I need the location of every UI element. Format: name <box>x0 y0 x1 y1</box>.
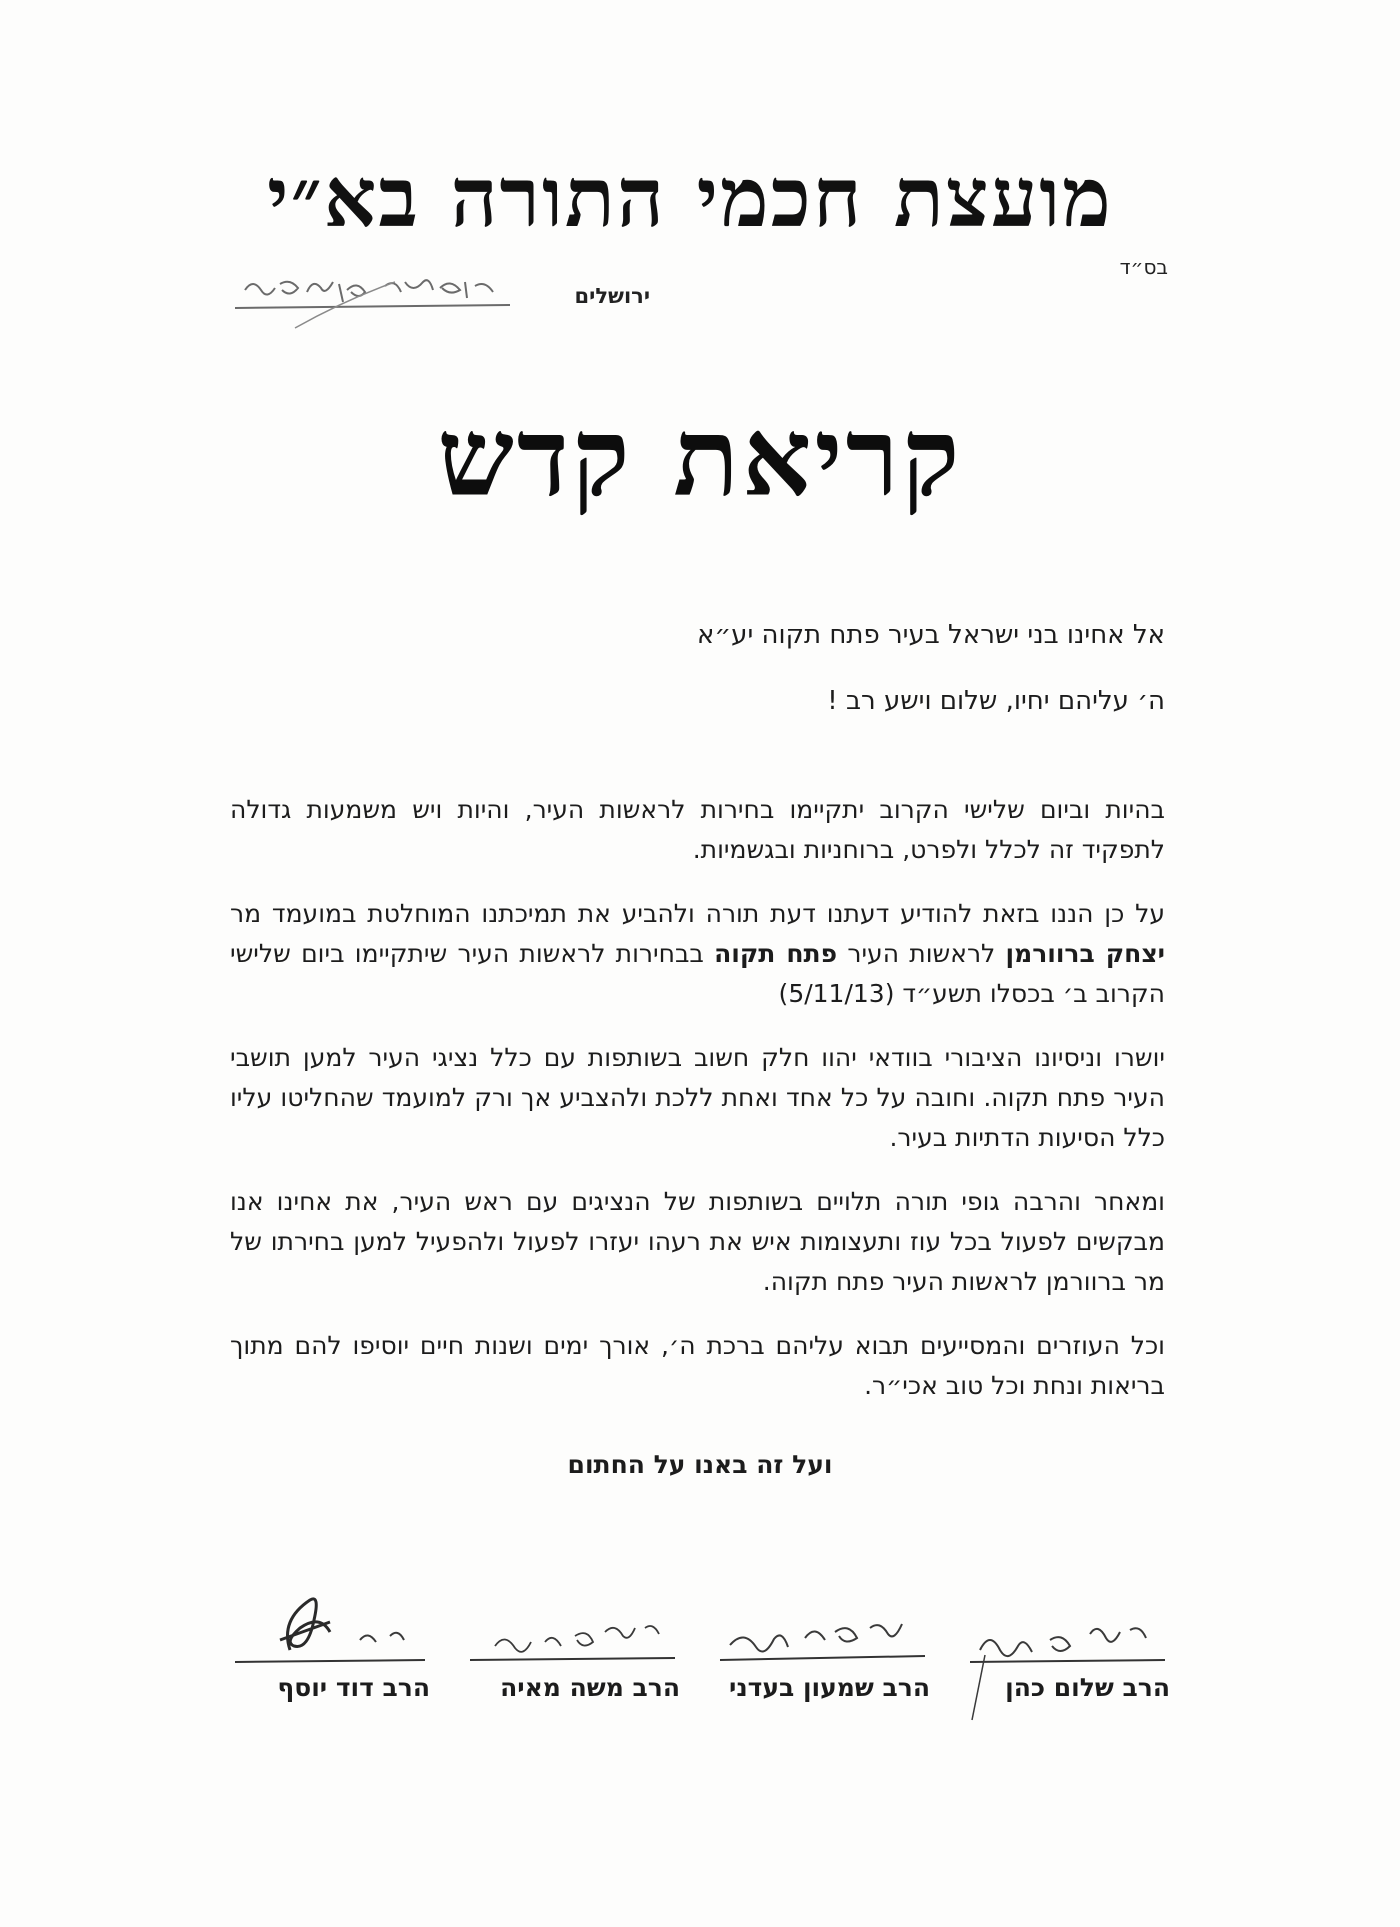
candidate-name: יצחק ברוורמן <box>1005 939 1165 968</box>
signature-scribble <box>960 1580 1170 1730</box>
paragraph-5: וכל העוזרים והמסייעים תבוא עליהם ברכת ה׳, אורך ימים ושנות חיים יוסיפו להם מתוך בריאות ונחת וכל טוב אכי״ר. <box>230 1331 1165 1400</box>
signature-scribble <box>465 1580 680 1730</box>
recipients-line: אל אחינו בני ישראל בעיר פתח תקוה יע״א <box>697 620 1165 650</box>
address-block <box>235 615 1165 747</box>
city-date-line <box>230 270 650 330</box>
document-title: קריאת קדש <box>437 395 963 521</box>
bsd-mark: בס״ד <box>1119 255 1168 279</box>
signature-shimon-badani <box>710 1580 930 1730</box>
paragraph-4: ומאחר והרבה גופי תורה תלויים בשותפות של הנציגים עם ראש העיר, את אחינו אנו מבקשים לפעול בכל עוז ותעצומות איש את רעהו יעזרו לפעול ולהפעיל למען בחירתו של מר ברוורמן לראשות העיר פתח תקוה. <box>230 1187 1165 1296</box>
signature-scribble <box>710 1580 930 1730</box>
city-label: ירושלים <box>574 284 650 308</box>
signatures-block <box>230 1580 1170 1730</box>
greeting-line: ה׳ עליהם יחיו, שלום וישע רב ! <box>827 686 1165 716</box>
organization-header: מועצת חכמי התורה בא״י <box>267 150 1113 246</box>
paragraph-2-text-3: בבחירות לראשות העיר שיתקיימו ביום שלישי הקרוב ב׳ בכסלו תשע״ד (5/11/13) <box>230 939 1165 1008</box>
signatory-name: הרב שלום כהן <box>1005 1673 1170 1702</box>
paragraph-2-text-2: לראשות העיר <box>837 939 1006 968</box>
city-name: פתח תקוה <box>714 939 838 968</box>
paragraph-1: בהיות וביום שלישי הקרוב יתקיימו בחירות לראשות העיר, והיות ויש משמעות גדולה לתפקיד זה לכלל ולפרט, ברוחניות ובגשמיות. <box>230 795 1165 864</box>
letter-body <box>230 790 1165 1430</box>
paragraph-3: יושרו וניסיונו הציבורי בוודאי יהוו חלק חשוב בשותפות עם כלל נציגי העיר למען תושבי העיר פתח תקוה. וחובה על כל אחד ואחת ללכת ולהצביע אך ורק למועמד שהחליטו עליו כלל הסיעות הדתיות בעיר. <box>230 1043 1165 1152</box>
signatory-name: הרב משה מאיה <box>500 1673 680 1702</box>
paragraph-2 <box>230 894 1165 1014</box>
signatory-name: הרב שמעון בעדני <box>728 1673 930 1702</box>
paragraph-2-text-1: על כן הננו בזאת להודיע דעתנו דעת תורה ולהביע את תמיכתנו המוחלטת במועמד מר <box>230 899 1165 928</box>
closing-line: ועל זה באנו על החתום <box>567 1450 833 1479</box>
signature-david-yosef <box>230 1580 430 1730</box>
signature-moshe-maya <box>465 1580 680 1730</box>
handwritten-date <box>235 270 515 330</box>
signature-shalom-cohen <box>960 1580 1170 1730</box>
signatory-name: הרב דוד יוסף <box>277 1673 430 1702</box>
signature-scribble <box>230 1580 430 1730</box>
